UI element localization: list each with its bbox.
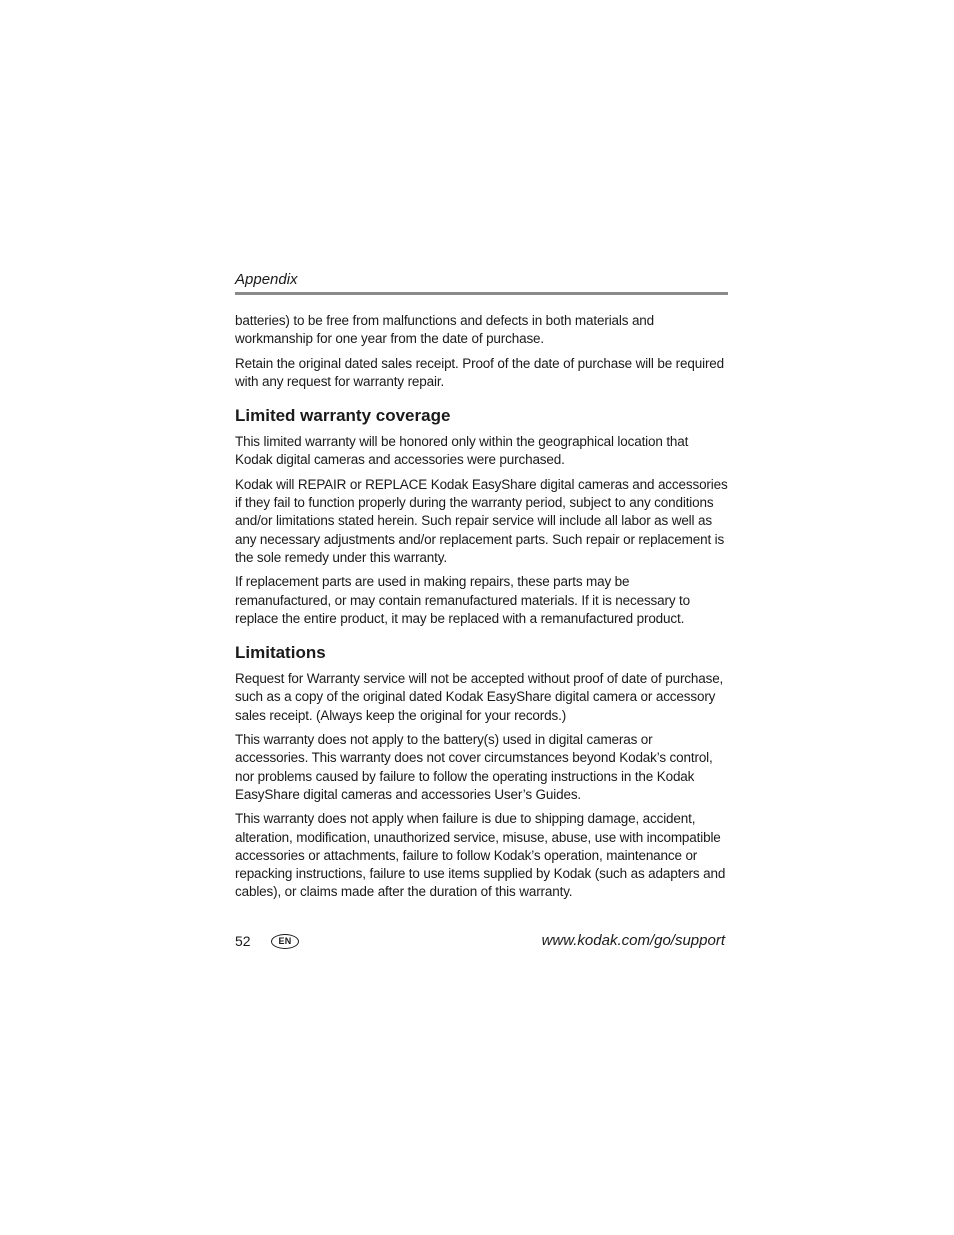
- coverage-paragraph-1: This limited warranty will be honored only within the geographical location that Kodak digital cameras and accessories were purchased.: [235, 434, 689, 468]
- intro-paragraph-2: Retain the original dated sales receipt. Proof of the date of purchase will be required with any request for warranty repair.: [235, 355, 725, 389]
- page-footer: [235, 931, 728, 953]
- limitations-paragraph-3: This warranty does not apply when failure is due to shipping damage, accident, alteration, modification, unauthorized service, misuse, abuse, use with incompatible accessories or attachments, failure to follow Kodak’s operation, maintenance or repacking instructions, failure to use items supplied by Kodak (such as adapters and cables), or claims made after the duration of this warranty.: [235, 811, 726, 900]
- page-number: 52: [235, 933, 251, 949]
- limitations-paragraph-2: This warranty does not apply to the battery(s) used in digital cameras or accessories. This warranty does not cover circumstances beyond Kodak’s control, nor problems caused by failure to follow the operating instructions in the Kodak EasyShare digital cameras and accessories User’s Guides.: [235, 732, 713, 802]
- language-badge: EN: [271, 934, 299, 949]
- header-rule: [235, 292, 728, 295]
- section-heading-limitations: Limitations: [235, 643, 326, 663]
- limitations-paragraph-1: Request for Warranty service will not be accepted without proof of date of purchase, such as a copy of the original dated Kodak EasyShare digital camera or accessory sales receipt. (Always keep the original for your records.): [235, 671, 724, 723]
- coverage-paragraph-2: Kodak will REPAIR or REPLACE Kodak EasyShare digital cameras and accessories if they fail to function properly during the warranty period, subject to any conditions and/or limitations stated herein. Such repair service will include all labor as well as any necessary adjustments and/or replacement parts. Such repair or replacement is the sole remedy under this warranty.: [235, 476, 728, 565]
- running-header: Appendix: [235, 271, 298, 288]
- coverage-paragraph-3: If replacement parts are used in making repairs, these parts may be remanufactured, or may contain remanufactured materials. If it is necessary to replace the entire product, it may be replaced with a remanufactured product.: [235, 574, 691, 626]
- manual-page: [235, 0, 728, 1235]
- intro-paragraph-1: batteries) to be free from malfunctions and defects in both materials and workmanship for one year from the date of purchase.: [235, 313, 655, 347]
- page-body: [235, 312, 728, 908]
- support-url-link[interactable]: www.kodak.com/go/support: [541, 932, 725, 949]
- section-heading-coverage: Limited warranty coverage: [235, 406, 451, 426]
